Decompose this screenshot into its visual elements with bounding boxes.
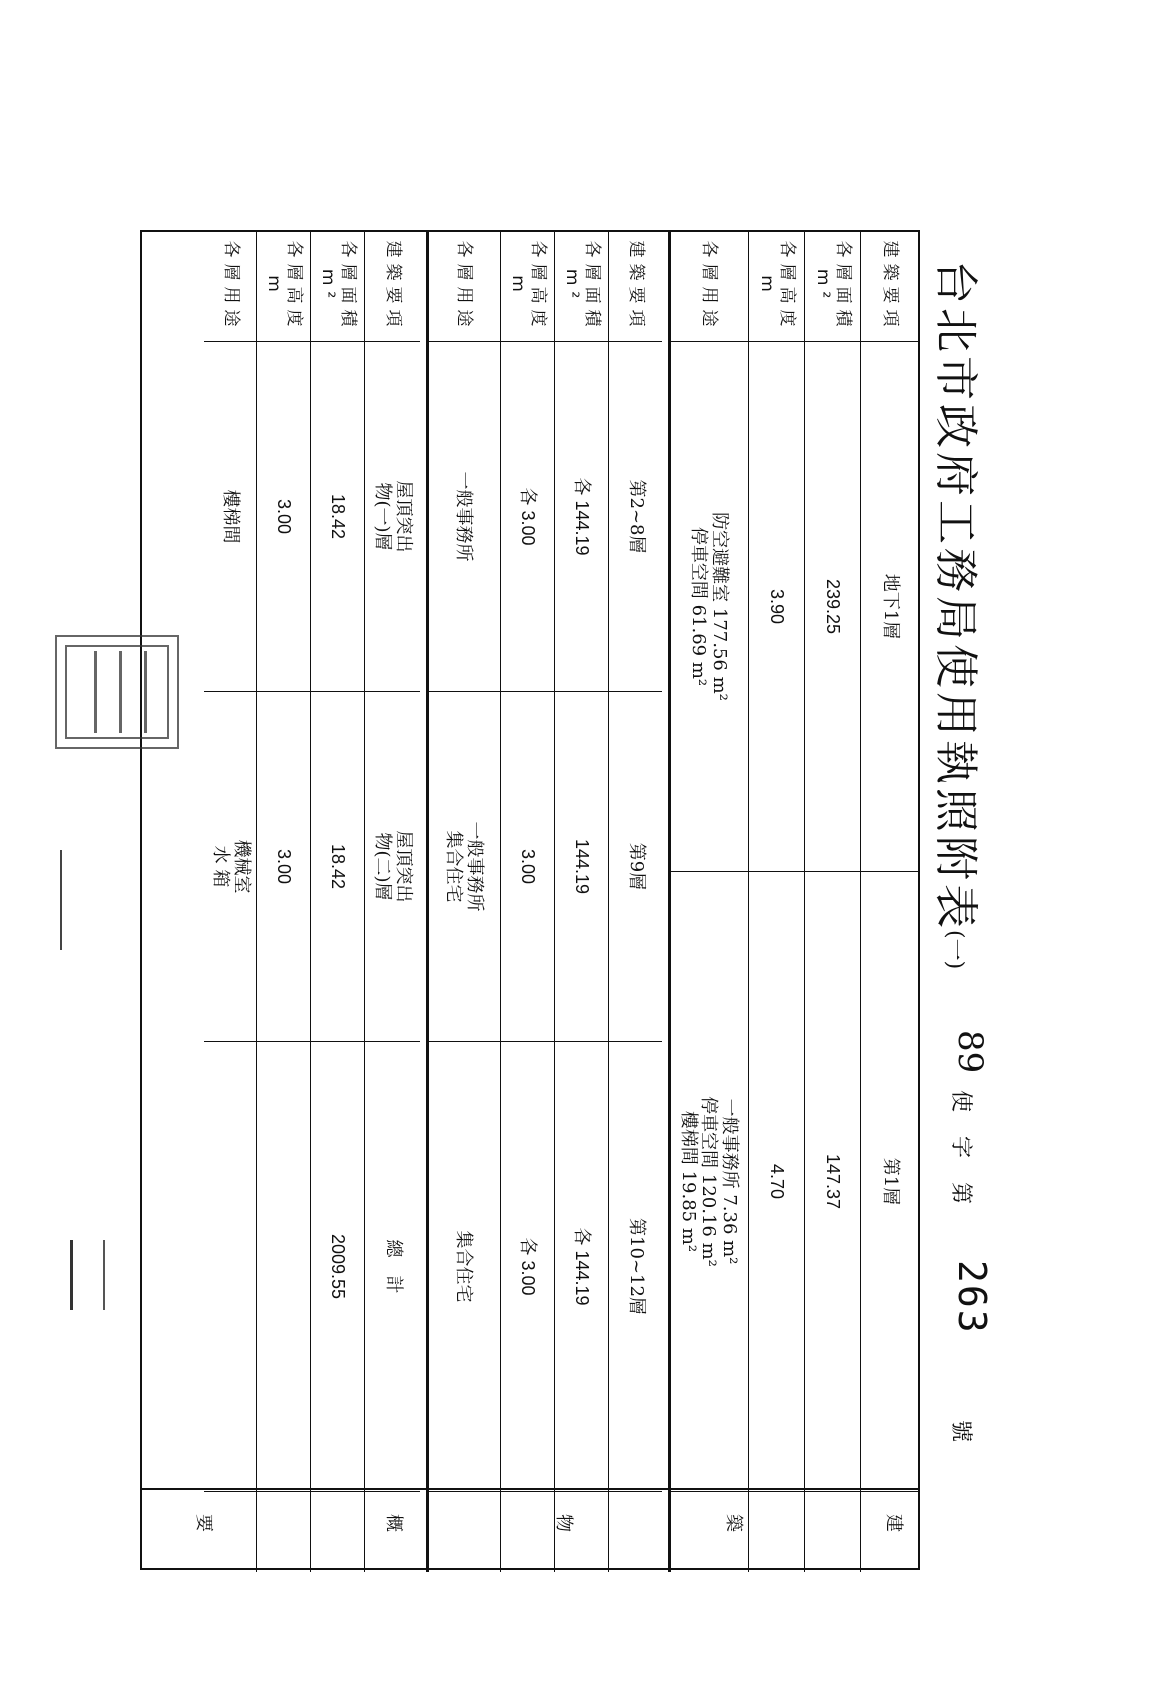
license-end: 號 — [948, 1420, 973, 1443]
table-row-item — [860, 232, 918, 1572]
row-header: 各層高度 m — [501, 232, 554, 342]
row-header: 建築要項 — [861, 232, 918, 342]
table-row-item — [608, 232, 662, 1572]
table-cell: 各 3.00 — [501, 1042, 554, 1492]
table-cell: 4.70 — [749, 872, 804, 1492]
table-cell: 第10~12層 — [609, 1042, 662, 1492]
document-title: 台北市政府工務局使用執照附表 — [930, 260, 981, 932]
table-cell: 2009.55 — [311, 1042, 364, 1492]
table-cell: 18.42 — [311, 342, 364, 692]
table-block-2 — [426, 232, 662, 1572]
table-row-area — [804, 232, 860, 1572]
row-header: 各層面積m² — [555, 232, 608, 342]
table-cell: 屋頂突出 物(一)層 — [365, 342, 420, 692]
row-header: 各層面積m² — [805, 232, 860, 342]
table-cell — [257, 1042, 310, 1492]
row-header: 各層用途 — [426, 232, 500, 342]
row-header: 建築要項 — [365, 232, 420, 342]
row-header: 建築要項 — [609, 232, 662, 342]
table-row-use — [668, 232, 748, 1572]
table-cell — [204, 1042, 256, 1492]
table-block-1 — [668, 232, 918, 1572]
table-cell: 3.00 — [257, 342, 310, 692]
building-summary-table — [140, 230, 920, 1570]
table-row-use — [426, 232, 500, 1572]
table-cell: 一般事務所 集合住宅 — [426, 692, 500, 1042]
table-cell: 第2~8層 — [609, 342, 662, 692]
row-header: 各層高度 m — [749, 232, 804, 342]
table-cell: 集合住宅 — [426, 1042, 500, 1492]
license-year: 89 — [950, 1030, 990, 1074]
table-row-item — [364, 232, 420, 1572]
margin-mark — [70, 1240, 105, 1310]
row-header: 各層用途 — [204, 232, 256, 342]
section-label-char: 築 — [723, 1514, 744, 1532]
section-label-char: 概 — [383, 1514, 404, 1532]
table-cell: 一般事務所 7.36 m² 停車空間 120.16 m² 樓梯間 19.85 m² — [668, 872, 748, 1492]
table-cell: 各 3.00 — [501, 342, 554, 692]
table-block-3 — [204, 232, 420, 1572]
table-cell: 3.00 — [501, 692, 554, 1042]
row-header: 各層高度 m — [257, 232, 310, 342]
title-band — [920, 230, 1000, 1570]
table-cell: 3.90 — [749, 342, 804, 872]
table-cell: 第9層 — [609, 692, 662, 1042]
table-cell: 總 計 — [365, 1042, 420, 1492]
table-row-use — [204, 232, 256, 1572]
section-label-char: 建 — [883, 1514, 904, 1532]
table-row-area — [310, 232, 364, 1572]
table-cell: 樓梯間 — [204, 342, 256, 692]
table-cell: 各 144.19 — [555, 1042, 608, 1492]
table-cell: 147.37 — [805, 872, 860, 1492]
table-cell: 屋頂突出 物(二)層 — [365, 692, 420, 1042]
table-row-height — [500, 232, 554, 1572]
official-seal-stamp — [55, 635, 179, 749]
section-label-band — [142, 1488, 918, 1568]
table-cell: 第1層 — [861, 872, 918, 1492]
table-cell: 3.00 — [257, 692, 310, 1042]
license-number: 263 — [950, 1260, 994, 1335]
license-label: 使字第 — [948, 1090, 973, 1229]
table-cell: 機械室 水 箱 — [204, 692, 256, 1042]
row-header: 各層用途 — [668, 232, 748, 342]
table-row-height — [748, 232, 804, 1572]
table-row-height — [256, 232, 310, 1572]
table-cell: 一般事務所 — [426, 342, 500, 692]
margin-mark — [60, 850, 102, 950]
row-header: 各層面積m² — [311, 232, 364, 342]
table-cell: 防空避難室 177.56 m² 停車空間 61.69 m² — [668, 342, 748, 872]
section-label-char: 要 — [193, 1514, 214, 1532]
table-row-area — [554, 232, 608, 1572]
table-cell: 各 144.19 — [555, 342, 608, 692]
license-attachment-document — [120, 230, 1000, 1570]
section-label-char: 物 — [553, 1514, 574, 1532]
table-cell: 18.42 — [311, 692, 364, 1042]
table-cell: 144.19 — [555, 692, 608, 1042]
table-cell: 地下1層 — [861, 342, 918, 872]
title-suffix: (一) — [942, 930, 967, 970]
table-cell: 239.25 — [805, 342, 860, 872]
